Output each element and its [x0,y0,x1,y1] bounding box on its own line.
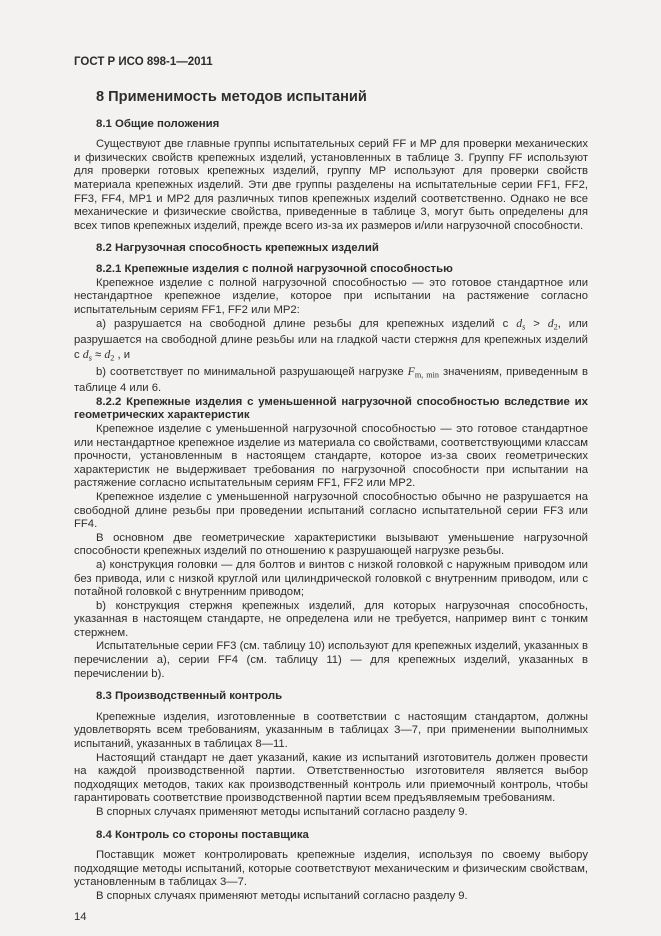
paragraph-8-4-2: В спорных случаях применяют методы испытаний согласно разделу 9. [96,889,468,902]
paragraph-8-1-1: Существуют две главные группы испытательных серий FF и MP для проверки механических и физических свойств крепежных изделий, установленных в таблице 3. Группу FF используют для проверки готовых крепежных изделий, группу MP используют для проверки свойств материала крепежных изделий. Эти две группы разделены на испытательные серии FF1, FF2, FF3, FF4, MP1 и MP2 для различных типов крепежных изделий соответственно. Однако не все механические и физические свойства, приведенные в таблице 3, могут быть определены для всех типов крепежных изделий, прежде всего из-за их размеров и/или нагрузочной способности. [74,138,588,232]
list-item-8-2-1-a: a) разрушается на свободной длине резьбы для крепежных изделий с $d_s > d_2$, или разрушается на свободной длине резьбы или на гладкой части стержня для крепежных изделий с $d_s \approx d_2$ , и [74,316,588,363]
section-heading-8: 8 Применимость методов испытаний [96,88,367,105]
list-item-8-2-2-a: a) конструкция головки — для болтов и винтов с низкой головкой с наружным приводом или без привода, или с низкой круглой или цилиндрической головкой с внутренним приводом, или с потайной головкой с внутренним приводом; [74,558,588,599]
subsection-heading-8-2: 8.2 Нагрузочная способность крепежных изделий [96,242,379,255]
paragraph-8-3-3: В спорных случаях применяют методы испытаний согласно разделу 9. [96,806,468,818]
subsection-heading-8-1: 8.1 Общие положения [96,117,220,130]
paragraph-8-2-1-intro: Крепежное изделие с полной нагрузочной способностью — это готовое стандартное или нестандартное крепежное изделие, которое при испытании на растяжение согласно испытательным сериям FF1, FF2 или MP2: [74,276,588,316]
subsection-heading-8-2-1: 8.2.1 Крепежные изделия с полной нагрузочной способностью [96,262,453,275]
paragraph-8-2-2-4: Испытательные серии FF3 (см. таблицу 10) используют для крепежных изделий, указанных в перечислении a), серии FF4 (см. таблицу 11) — для крепежных изделий, указанных в перечислении b). [74,640,588,680]
paragraph-8-2-2-1: Крепежное изделие с уменьшенной нагрузочной способностью — это готовое стандартное или нестандартное крепежное изделие из материала со свойствами, соответствующими классам прочности, установленным в настоящем стандарте, которое из-за своих геометрических характеристик не выдерживает требования по нагрузочной способности при испытании на растяжение согласно испытательным сериям FF1, FF2 или MP2. [74,422,588,490]
paragraph-8-2-2-2: Крепежное изделие с уменьшенной нагрузочной способностью обычно не разрушается на свободной длине резьбы при проведении испытаний согласно испытательной серии FF3 или FF4. [74,490,588,531]
paragraph-8-2-2-3: В основном две геометрические характеристики вызывают уменьшение нагрузочной способности крепежных изделий по отношению к разрушающей нагрузке резьбы. [74,531,588,558]
paragraph-8-3-2: Настоящий стандарт не дает указаний, какие из испытаний изготовитель должен провести на каждой производственной партии. Ответственностью изготовителя является выбор подходящих методов, таких как производственный контроль или приемочный контроль, чтобы гарантировать соответствие производственной партии всем предъявляемым требованиям. [74,751,588,805]
list-item-8-2-2-b: b) конструкция стержня крепежных изделий, для которых нагрузочная способность, указанная в настоящем стандарте, не определена или не требуется, например винт с тонким стержнем. [74,599,588,639]
paragraph-8-4-1: Поставщик может контролировать крепежные изделия, используя по своему выбору подходящие методы испытаний, которые соответствуют механическим и физическим свойствам, установленным в таблицах 3—7. [74,849,588,889]
subsection-heading-8-2-2: 8.2.2 Крепежные изделия с уменьшенной нагрузочной способностью вследствие их геометрических характеристик [74,395,588,422]
subsection-heading-8-4: 8.4 Контроль со стороны поставщика [96,828,309,841]
running-head: ГОСТ Р ИСО 898-1—2011 [74,56,213,68]
paragraph-8-3-1: Крепежные изделия, изготовленные в соответствии с настоящим стандартом, должны удовлетворять всем требованиям, указанным в таблицах 3—7, при применении выполнимых испытаний, указанных в таблицах 8—11. [74,710,588,751]
page-number: 14 [74,910,87,923]
list-item-8-2-1-b: b) соответствует по минимальной разрушающей нагрузке $F_{m, min}$ значениям, приведенным в таблице 4 или 6. [74,364,588,395]
subsection-heading-8-3: 8.3 Производственный контроль [96,690,283,703]
